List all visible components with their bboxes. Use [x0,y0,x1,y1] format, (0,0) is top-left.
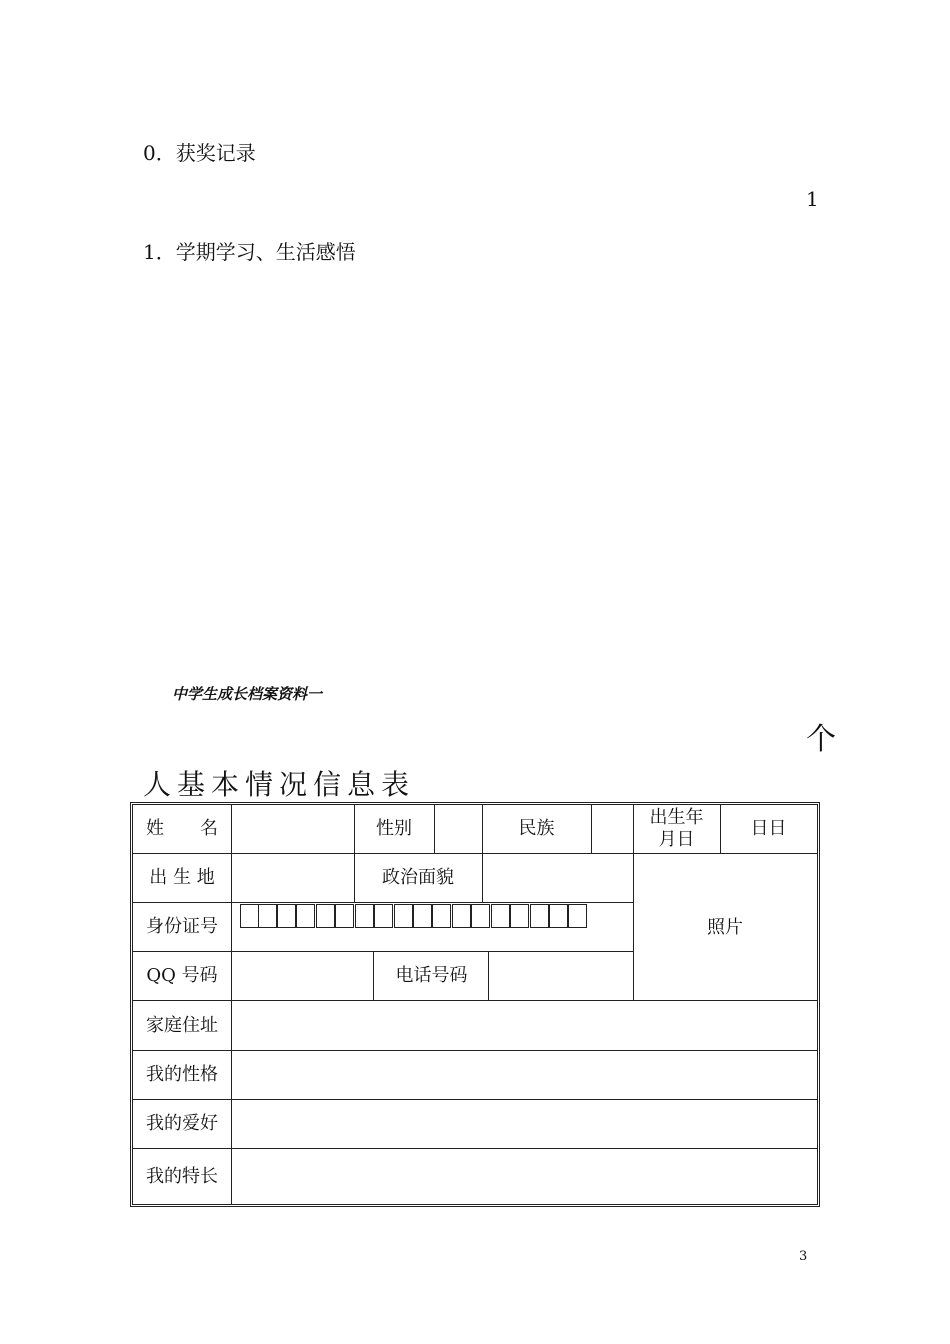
qq-field[interactable] [231,952,374,1000]
qq-label: QQ 号码 [146,965,218,986]
personality-label: 我的性格 [146,1064,218,1085]
personality-field[interactable] [231,1051,817,1099]
photo-placeholder[interactable]: 照片 [707,916,743,938]
ethnicity-field[interactable] [591,805,633,853]
name-field[interactable] [231,805,354,853]
hobby-label: 我的爱好 [146,1113,218,1134]
series-title: 中学生成长档案资料一 [172,685,323,703]
id-number-boxes[interactable] [231,903,633,951]
form-heading-first-char: 个 [806,722,836,757]
page-number: 3 [799,1249,808,1264]
hobby-field[interactable] [231,1100,817,1148]
id-number-label: 身份证号 [146,916,218,937]
section-side-number: 1 [806,187,819,211]
gender-label: 性别 [376,818,412,839]
political-status-field[interactable] [482,854,633,902]
address-field[interactable] [231,1001,817,1050]
gender-field[interactable] [434,805,482,853]
section-reflection-heading: 1．学期学习、生活感悟 [143,240,356,264]
birth-date-field[interactable]: 日日 [750,818,787,839]
address-label: 家庭住址 [146,1014,218,1036]
ethnicity-label: 民族 [518,818,555,839]
form-heading: 人基本情况信息表 [143,768,416,801]
specialty-field[interactable] [231,1149,817,1205]
birthplace-label: 出 生 地 [149,867,215,888]
birthplace-field[interactable] [231,854,354,902]
phone-field[interactable] [489,952,633,1000]
name-label: 姓 名 [146,818,218,839]
section-awards-heading: 0．获奖记录 [143,141,256,165]
specialty-label: 我的特长 [146,1166,218,1187]
birth-date-label: 出生年月日 [649,807,704,850]
phone-label: 电话号码 [395,965,468,986]
political-status-label: 政治面貌 [382,867,454,888]
